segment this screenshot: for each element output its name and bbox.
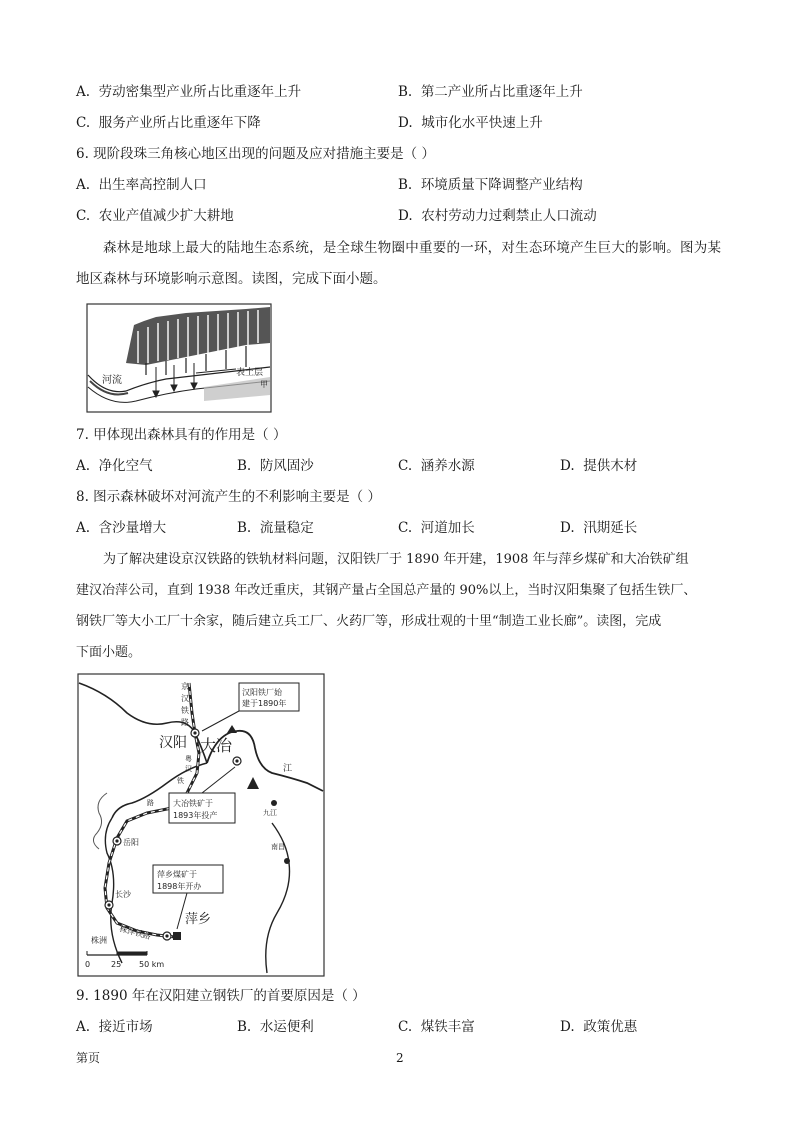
passage2-line-3: 钢铁厂等大小工厂十余家，随后建立兵工厂、火药厂等，形成壮观的十里“制造工业长廊”。读图，完成 [76, 614, 662, 629]
map-changsha: 长沙 [115, 890, 131, 899]
q9-option-b: B. 水运便利 [237, 1019, 314, 1035]
map-zhuping-railway: 株萍铁路 [118, 924, 152, 942]
q9-option-d: D. 政策优惠 [560, 1019, 638, 1035]
map-hanyang-box-line-2: 建于1890年 [242, 699, 287, 708]
forest-passage: 森林是地球上最大的陆地生态系统，是全球生物圈中重要的一环，对生态环境产生巨大的影响。图为某地区森林与环境影响示意图。读图，完成下面小题。 [76, 240, 721, 287]
map-scale-25: 25 [111, 960, 122, 969]
q8-stem: 8. 图示森林破坏对河流产生的不利影响主要是（ ） [76, 489, 381, 505]
q8-option-a: A. 含沙量增大 [76, 520, 167, 536]
q7-option-a: A. 净化空气 [76, 458, 153, 474]
map-jinghan-3: 铁 [181, 706, 189, 715]
q5-option-c: C. 服务产业所占比重逐年下降 [76, 115, 261, 131]
map-hanyang-box-line-1: 汉阳铁厂始 [242, 688, 282, 697]
map-hanyang: 汉阳 [159, 735, 187, 751]
q8-option-b: B. 流量稳定 [237, 520, 314, 536]
hanyeping-map [77, 673, 325, 977]
map-nanchang: 南昌 [271, 843, 285, 851]
map-yuehan-4: 路 [147, 799, 154, 807]
q5-option-a: A. 劳动密集型产业所占比重逐年上升 [76, 84, 302, 100]
q9-option-a: A. 接近市场 [76, 1019, 153, 1035]
q6-option-b: B. 环境质量下降调整产业结构 [398, 177, 583, 193]
map-yuehan-2: 汉 [185, 765, 192, 773]
map-daye-box-line-1: 大冶铁矿于 [173, 799, 213, 808]
map-yuehan-1: 粤 [185, 755, 192, 763]
q7-option-b: B. 防风固沙 [237, 458, 314, 474]
map-jinghan-2: 汉 [181, 694, 189, 703]
map-pingxiang-box-line-1: 萍乡煤矿于 [157, 870, 197, 879]
q7-option-d: D. 提供木材 [560, 458, 638, 474]
map-river-jiang: 江 [283, 764, 293, 774]
q9-stem: 9. 1890 年在汉阳建立钢铁厂的首要原因是（ ） [76, 988, 366, 1004]
map-scale-50: 50 km [139, 960, 165, 969]
q9-option-c: C. 煤铁丰富 [398, 1019, 475, 1035]
q6-option-c: C. 农业产值减少扩大耕地 [76, 208, 234, 224]
q8-option-d: D. 汛期延长 [560, 520, 638, 536]
map-pingxiang: 萍乡 [185, 912, 212, 927]
passage2-line-4: 下面小题。 [76, 645, 142, 660]
footer-page-label: 第页 [76, 1051, 101, 1065]
jia-label: 甲 [260, 380, 268, 389]
footer-page-number: 2 [396, 1051, 404, 1065]
river-label: 河流 [102, 375, 122, 386]
map-zhuzhou: 株洲 [91, 936, 107, 945]
map-daye: 大冶 [200, 736, 233, 755]
q5-option-b: B. 第二产业所占比重逐年上升 [398, 84, 583, 100]
q7-stem: 7. 甲体现出森林具有的作用是（ ） [76, 427, 287, 443]
passage2-line-2: 建汉冶萍公司，直到 1938 年改迁重庆，其钢产量占全国总产量的 90%以上，当时汉阳集聚了包括生铁厂、 [76, 583, 697, 598]
q8-option-c: C. 河道加长 [398, 520, 475, 536]
map-pingxiang-box-line-2: 1898年开办 [157, 882, 202, 891]
q6-stem: 6. 现阶段珠三角核心地区出现的问题及应对措施主要是（ ） [76, 146, 435, 162]
map-jinghan-4: 路 [181, 718, 189, 727]
q5-option-d: D. 城市化水平快速上升 [398, 115, 543, 131]
map-yuehan-3: 铁 [177, 777, 184, 785]
q6-option-a: A. 出生率高控制人口 [76, 177, 207, 193]
q6-option-d: D. 农村劳动力过剩禁止人口流动 [398, 208, 597, 224]
map-scale-0: 0 [85, 960, 91, 969]
map-jinghan-1: 京 [181, 682, 189, 691]
topsoil-label: 表土层 [236, 368, 264, 378]
q7-option-c: C. 涵养水源 [398, 458, 475, 474]
map-jiujiang: 九江 [263, 809, 277, 817]
map-daye-box-line-2: 1893年投产 [173, 811, 218, 820]
forest-figure [86, 303, 272, 413]
passage2-line-1: 为了解决建设京汉铁路的铁轨材料问题，汉阳铁厂于 1890 年开建，1908 年与萍乡煤矿和大冶铁矿组 [103, 552, 689, 567]
map-yueyang: 岳阳 [123, 838, 139, 847]
